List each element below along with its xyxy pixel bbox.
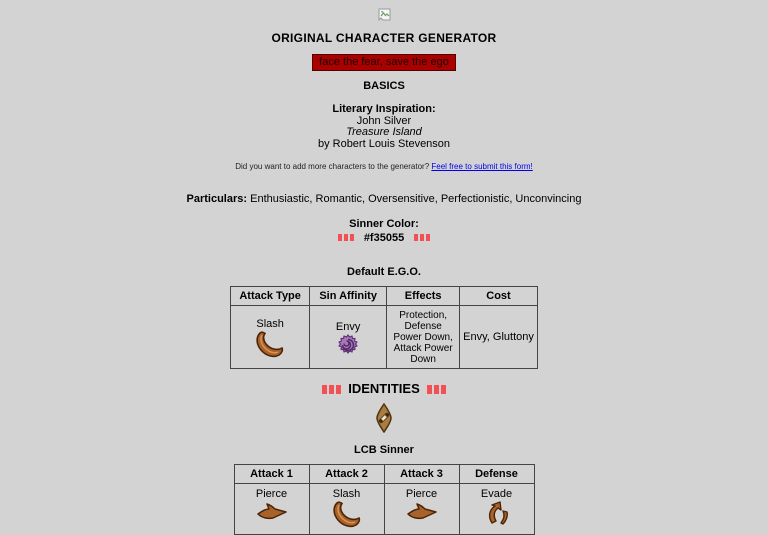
table-header-row [234,465,534,484]
attack-type-value: Slash [256,317,284,330]
evade-defense-icon [485,501,509,525]
literary-inspiration-label: Literary Inspiration: [332,103,436,115]
attack2-value: Slash [332,488,361,501]
slash-attack-icon [254,331,286,359]
defense-value: Evade [480,488,513,501]
inspiration-work: Treasure Island [346,126,422,138]
inspiration-character: John Silver [356,114,412,127]
col-sin-affinity: Sin Affinity [310,287,387,306]
col-attack-2: Attack 2 [309,465,384,484]
slash-attack-icon [331,501,363,529]
sinner-color-hex: #f35055 [363,232,405,244]
sin-affinity-cell [310,306,387,369]
col-attack-1: Attack 1 [234,465,309,484]
pierce-attack-icon [256,501,288,521]
default-ego-heading: Default E.G.O. [347,266,421,279]
literary-inspiration-block [0,104,768,150]
broken-image-icon [378,8,391,21]
attack3-cell [384,484,459,535]
identities-title: IDENTITIES [348,381,420,397]
particulars-line [0,193,768,205]
defense-cell [459,484,534,535]
default-ego-table [230,286,538,369]
col-cost: Cost [460,287,538,306]
col-effects: Effects [387,287,460,306]
heading-blocks-icon [426,382,447,397]
cost-cell: Envy, Gluttony [460,306,538,369]
identities-heading [0,381,768,397]
envy-sin-icon [337,334,359,356]
attack3-value: Pierce [405,488,438,501]
lcb-sinner-table [234,464,535,535]
submit-prompt-text: Did you want to add more characters to the generator? [235,162,430,171]
inspiration-author: by Robert Louis Stevenson [317,137,451,150]
sinner-color-label: Sinner Color: [349,218,419,230]
heading-blocks-icon [321,382,342,397]
effects-cell: Protection, Defense Power Down, Attack Power Down [387,306,460,369]
submit-form-link[interactable]: Feel free to submit this form! [431,162,533,171]
color-blocks-icon [337,232,355,244]
attack2-cell [309,484,384,535]
sinner-color-line [0,232,768,244]
particulars-label: Particulars: [186,193,248,205]
color-blocks-icon [413,232,431,244]
sin-affinity-value: Envy [335,320,361,333]
col-attack-type: Attack Type [231,287,310,306]
table-row [231,306,538,369]
page-title: ORIGINAL CHARACTER GENERATOR [271,31,497,45]
col-attack-3: Attack 3 [384,465,459,484]
attack-type-cell [231,306,310,369]
basics-heading: BASICS [363,80,405,92]
table-row [234,484,534,535]
attack1-value: Pierce [255,488,288,501]
attack1-cell [234,484,309,535]
pierce-attack-icon [406,501,438,521]
motto-banner: face the fear, save the ego [312,54,456,71]
lcb-sinner-heading: LCB Sinner [354,444,414,457]
table-header-row [231,287,538,306]
submit-prompt-line [0,162,768,171]
particulars-value: Enthusiastic, Romantic, Oversensitive, Perfectionistic, Unconvincing [250,193,582,205]
col-defense: Defense [459,465,534,484]
identity-rarity-icon [0,403,768,433]
